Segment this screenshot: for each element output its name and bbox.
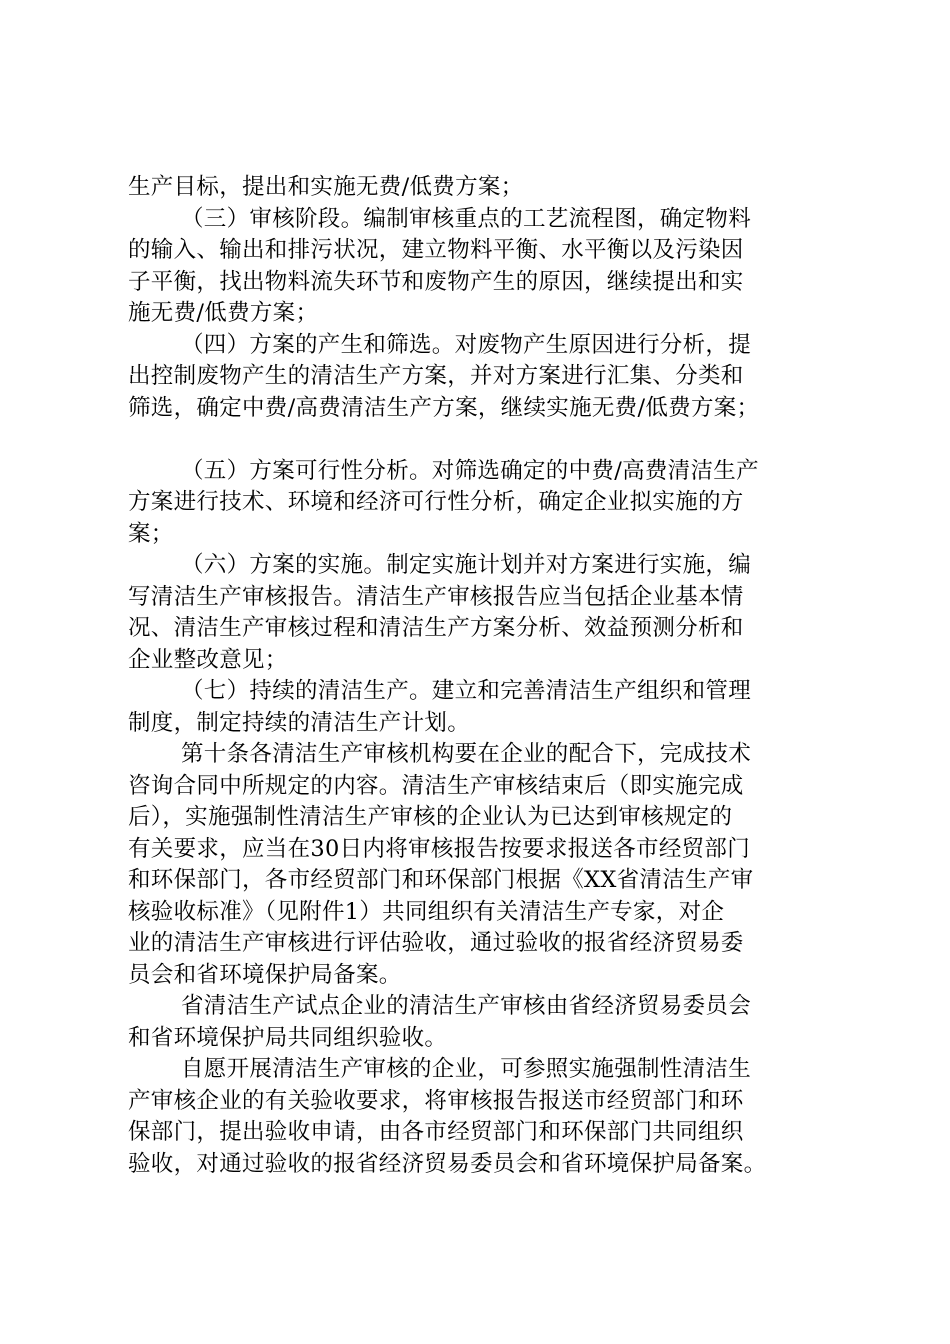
text-line: 况、清洁生产审核过程和清洁生产方案分析、效益预测分析和	[128, 615, 744, 641]
paragraph-6-heading: （六）方案的实施。制定实施计划并对方案进行实施，编	[181, 552, 752, 578]
text-line: 咨询合同中所规定的内容。清洁生产审核结束后（即实施完成	[128, 772, 744, 799]
text-line: 企业整改意见；	[128, 646, 288, 673]
text-line: 验收，对通过验收的报省经济贸易委员会和省环境保护局备案。	[128, 1150, 767, 1177]
text-line: 案；	[128, 520, 174, 547]
blank-line	[128, 424, 838, 456]
text-line: 的输入、输出和排污状况，建立物料平衡、水平衡以及污染因	[128, 237, 744, 263]
article-10-paragraph: 第十条各清洁生产审核机构要在企业的配合下，完成技术	[181, 741, 752, 767]
paragraph-5-heading: （五）方案可行性分析。对筛选确定的中费/高费清洁生产	[181, 457, 759, 484]
text-line: 施无费/低费方案；	[128, 300, 319, 326]
paragraph-4-heading: （四）方案的产生和筛选。对废物产生原因进行分析，提	[181, 331, 752, 358]
pilot-enterprise-paragraph: 省清洁生产试点企业的清洁生产审核由省经济贸易委员会	[181, 993, 752, 1019]
voluntary-audit-paragraph: 自愿开展清洁生产审核的企业，可参照实施强制性清洁生	[181, 1056, 752, 1082]
text-line: 保部门，提出验收申请，由各市经贸部门和环保部门共同组织	[128, 1119, 744, 1145]
text-line: 员会和省环境保护局备案。	[128, 961, 402, 988]
text-line: 和省环境保护局共同组织验收。	[128, 1024, 448, 1051]
text-line: 制度，制定持续的清洁生产计划。	[128, 709, 471, 736]
text-line: 出控制废物产生的清洁生产方案，并对方案进行汇集、分类和	[128, 363, 744, 389]
text-line: 有关要求，应当在30日内将审核报告按要求报送各市经贸部门	[128, 835, 751, 862]
text-line: 生产目标，提出和实施无费/低费方案；	[128, 174, 524, 200]
text-line: 核验收标准》（见附件1）共同组织有关清洁生产专家，对企	[128, 898, 725, 925]
text-line: 后），实施强制性清洁生产审核的企业认为已达到审核规定的	[128, 804, 733, 830]
text-line: 写清洁生产审核报告。清洁生产审核报告应当包括企业基本情	[128, 583, 744, 610]
paragraph-3-heading: （三）审核阶段。编制审核重点的工艺流程图，确定物料	[181, 205, 752, 232]
text-line: 业的清洁生产审核进行评估验收，通过验收的报省经济贸易委	[128, 930, 744, 956]
text-line: 子平衡，找出物料流失环节和废物产生的原因，继续提出和实	[128, 268, 744, 295]
paragraph-7-heading: （七）持续的清洁生产。建立和完善清洁生产组织和管理	[181, 678, 752, 704]
document-body	[128, 172, 838, 1180]
text-line: 方案进行技术、环境和经济可行性分析，确定企业拟实施的方	[128, 489, 744, 515]
text-line: 筛选，确定中费/高费清洁生产方案，继续实施无费/低费方案；	[128, 394, 760, 421]
text-line: 产审核企业的有关验收要求，将审核报告报送市经贸部门和环	[128, 1087, 744, 1114]
text-line: 和环保部门，各市经贸部门和环保部门根据《XX省清洁生产审	[128, 867, 754, 893]
